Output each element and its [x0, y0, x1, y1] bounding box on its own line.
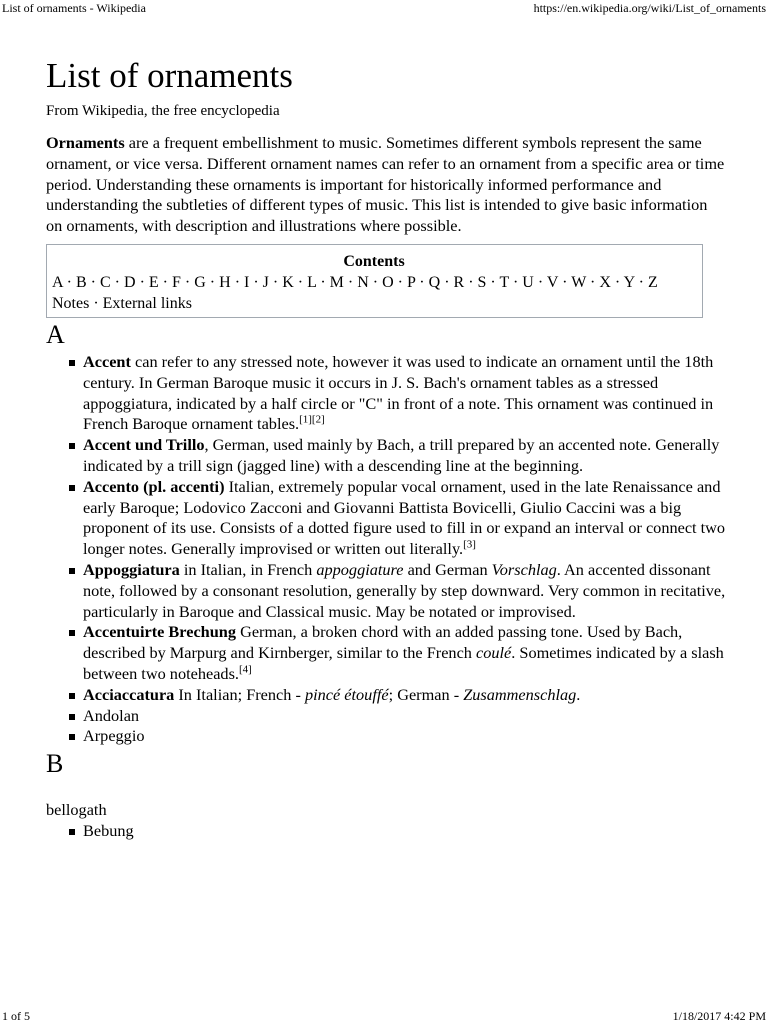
toc-separator: · [586, 273, 600, 291]
toc-link-p[interactable]: P [406, 273, 416, 291]
toc-separator: · [558, 273, 572, 291]
print-header-url[interactable]: https://en.wikipedia.org/wiki/List_of_ornaments [533, 1, 766, 15]
toc-link-r[interactable]: R [453, 273, 465, 291]
intro-text: are a frequent embellishment to music. Sometimes different symbols represent the same ornament, or vice versa. Different ornament names can refer to an ornament from a specific area or time period. Understanding these ornaments is important for historically informed performance and understanding the subtleties of different types of music. This list is intended to give basic information on ornaments, with description and illustrations where possible. [46, 133, 725, 236]
toc-link-h[interactable]: H [219, 273, 231, 291]
page-counter: 1 of 5 [2, 1009, 30, 1023]
bullet-square-icon [69, 693, 75, 699]
toc-link-notes[interactable]: Notes [52, 294, 90, 312]
list-item [83, 435, 726, 477]
page-title: List of ornaments [46, 56, 293, 95]
list-item [83, 821, 726, 842]
bullet-square-icon [69, 443, 75, 449]
entry-text: can refer to any stressed note, however it was used to indicate an ornament until the 18th century. In German Baroque music it occurs in J. S. Bach's ornament tables as a stressed appoggiatura, indicated by a half circle or "C" in front of a note. This ornament was continued in French Baroque ornament tables. [83, 351, 714, 434]
toc-link-q[interactable]: Q [428, 273, 441, 291]
entry-text: . Sometimes indicated by a slash between two noteheads. [83, 643, 724, 683]
entry-text: German, a broken chord with an added passing tone. Used by Bach, described by Marpurg and Kirnberger, similar to the French [83, 622, 683, 663]
bullet-square-icon [69, 360, 75, 366]
entry-text: Italian, extremely popular vocal ornament, used in the late Renaissance and early Baroque; Lodovico Zacconi and Giovanni Battista Bovicelli, Giulio Caccini was a big proponent of its use. Consists of a dotted figure used to fill in or expand an interval or connect two longer notes. Generally improvised or written out literally. [83, 476, 726, 559]
intro-bold-term: Ornaments [46, 133, 125, 152]
entry-text: in Italian, in French [179, 559, 317, 579]
toc-separator: · [368, 273, 383, 291]
toc-link-w[interactable]: W [571, 273, 587, 291]
toc-separator: · [343, 273, 358, 291]
toc-link-i[interactable]: I [244, 273, 250, 291]
entry-text: Bebung [83, 820, 134, 840]
entry-text: , German, used mainly by Bach, a trill prepared by an accented note. Generally indicated by a trill sign (jagged line) with a descending line at the beginning. [83, 435, 720, 475]
citation-ref[interactable]: [1][2] [299, 413, 325, 426]
bullet-square-icon [69, 485, 75, 491]
toc-separator: · [393, 273, 407, 291]
print-timestamp: 1/18/2017 4:42 PM [672, 1009, 766, 1023]
list-item [83, 706, 726, 727]
bullet-square-icon [69, 568, 75, 574]
toc-separator: · [89, 294, 103, 312]
toc-link-o[interactable]: O [382, 273, 394, 291]
entry-italic-term: Zusammenschlag [463, 684, 577, 704]
list-item [83, 685, 726, 706]
toc-extra-links [52, 294, 696, 315]
toc-separator: · [268, 273, 283, 291]
entry-term: Accent [83, 351, 131, 371]
entry-text: . [576, 684, 581, 704]
entry-italic-term: coulé [476, 643, 512, 663]
toc-link-external-links[interactable]: External links [102, 294, 192, 312]
entry-term: Accento (pl. accenti) [83, 476, 225, 496]
entry-text: Andolan [83, 705, 140, 725]
toc-link-z[interactable]: Z [647, 273, 658, 291]
print-header [0, 0, 768, 16]
toc-separator: · [158, 273, 172, 291]
section-a-list [46, 352, 726, 747]
toc-separator: · [440, 273, 454, 291]
entry-text: In Italian; French - [174, 684, 305, 704]
toc-separator: · [316, 273, 330, 291]
toc-separator: · [610, 273, 624, 291]
entry-text: Arpeggio [83, 726, 145, 746]
toc-separator: · [205, 273, 220, 291]
page-subtitle: From Wikipedia, the free encyclopedia [46, 103, 280, 119]
list-item [83, 622, 726, 684]
toc-separator: · [486, 273, 500, 291]
list-item [83, 477, 726, 560]
entry-term: Accent und Trillo [83, 435, 205, 455]
entry-text: ; German - [388, 684, 464, 704]
toc-link-u[interactable]: U [522, 273, 534, 291]
entry-text: and German [403, 559, 492, 579]
toc-separator: · [230, 273, 245, 291]
toc-link-k[interactable]: K [282, 273, 294, 291]
entry-term: Accentuirte Brechung [83, 622, 236, 642]
bullet-square-icon [69, 714, 75, 720]
toc-link-x[interactable]: X [599, 273, 611, 291]
list-item [83, 352, 726, 435]
table-of-contents [46, 244, 703, 318]
toc-separator: · [249, 273, 263, 291]
entry-italic-term: appoggiature [316, 559, 404, 579]
list-item [83, 560, 726, 622]
section-heading-b: B [46, 749, 64, 779]
toc-separator: · [135, 273, 149, 291]
toc-link-m[interactable]: M [329, 273, 344, 291]
toc-separator: · [62, 273, 76, 291]
list-item [83, 726, 726, 747]
citation-ref[interactable]: [3] [463, 538, 476, 551]
bullet-square-icon [69, 829, 75, 835]
toc-link-d[interactable]: D [124, 273, 136, 291]
toc-link-e[interactable]: E [148, 273, 159, 291]
toc-link-t[interactable]: T [499, 273, 509, 291]
toc-separator: · [464, 273, 478, 291]
article-page [46, 52, 726, 842]
print-header-page-title: List of ornaments - Wikipedia [2, 1, 146, 15]
entry-italic-term: pincé étouffé [304, 684, 389, 704]
section-heading-a: A [46, 319, 65, 349]
toc-link-v[interactable]: V [546, 273, 559, 291]
entry-term: Appoggiatura [83, 559, 180, 579]
entry-italic-term: Vorschlag [491, 559, 557, 579]
toc-separator: · [415, 273, 429, 291]
toc-link-s[interactable]: S [477, 273, 487, 291]
toc-separator: · [86, 273, 100, 291]
section-b-paragraph: bellogath [46, 800, 107, 820]
toc-separator: · [180, 273, 195, 291]
toc-letter-links [52, 273, 696, 294]
toc-link-f[interactable]: F [172, 273, 181, 291]
toc-title: Contents [343, 252, 405, 270]
toc-separator: · [634, 273, 648, 291]
toc-link-n[interactable]: N [357, 273, 369, 291]
toc-link-j[interactable]: J [262, 273, 269, 291]
bullet-square-icon [69, 630, 75, 636]
section-b-list [46, 821, 726, 842]
citation-ref[interactable]: [4] [238, 663, 252, 676]
toc-separator: · [110, 273, 124, 291]
toc-link-y[interactable]: Y [623, 273, 635, 291]
toc-link-g[interactable]: G [194, 273, 206, 291]
intro-paragraph [46, 133, 726, 237]
print-footer [0, 1008, 768, 1024]
toc-separator: · [533, 273, 547, 291]
entry-term: Acciaccatura [83, 684, 175, 704]
toc-link-c[interactable]: C [100, 273, 111, 291]
entry-text: . An accented dissonant note, followed by a consonant resolution, generally by step downward. Very common in recitative, particularly in Baroque and Classical music. May be notated or improvised. [83, 559, 726, 621]
toc-link-a[interactable]: A [52, 273, 63, 291]
toc-link-b[interactable]: B [76, 273, 87, 291]
toc-separator: · [508, 273, 523, 291]
toc-link-l[interactable]: L [307, 273, 317, 291]
toc-separator: · [293, 273, 308, 291]
bullet-square-icon [69, 734, 75, 740]
